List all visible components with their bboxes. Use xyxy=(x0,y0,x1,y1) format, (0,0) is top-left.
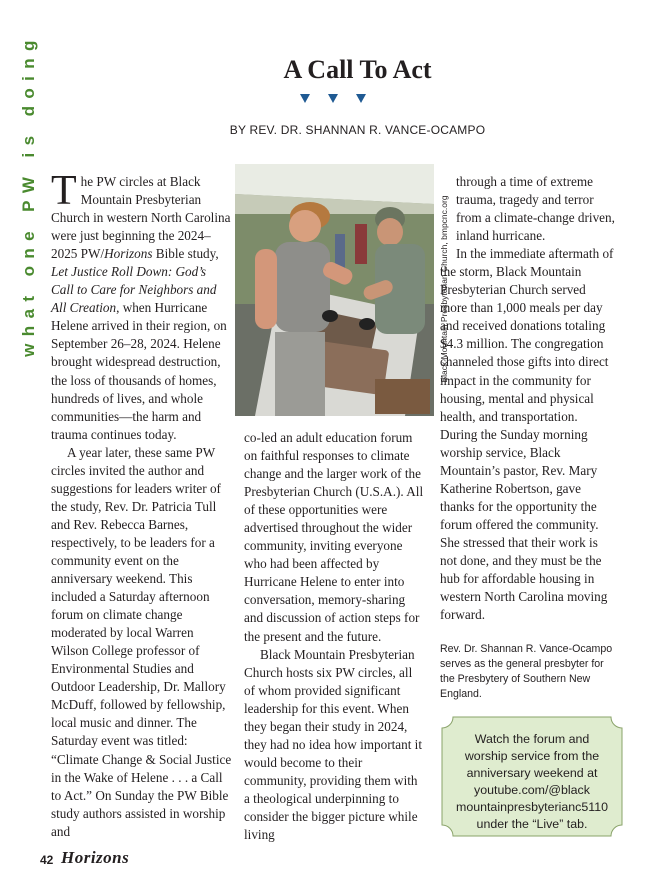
paragraph-6: In the immediate aftermath of the storm, Black Mountain Presbyterian Church served more than 1,000 meals per day and received donations totaling $4.3 million. The congregation channeled those gifts into direct impact in the community for housing, mental and physical health, and transportation. During the Sunday morning worship service, Black Mountain’s pastor, Rev. Mary Katherine Robertson, gave thanks for the opportunity the forum offered the community. She stressed that their work is not done, and they must be the hub for affordable housing in western North Carolina moving forward. xyxy=(440,246,614,623)
callout-box xyxy=(441,716,623,837)
column-3 xyxy=(440,173,615,624)
column-2 xyxy=(244,429,426,844)
article-title: A Call To Act xyxy=(283,55,432,84)
horizons-logo: Horizons xyxy=(61,848,130,867)
author-bio: Rev. Dr. Shannan R. Vance-Ocampo serves as the general presbyter for the Presbytery of Southern New England. xyxy=(440,643,613,700)
photo-credit-text: Black Mountain Presbyterian Church, bmpcnc.org xyxy=(439,195,449,383)
callout-line: anniversary weekend at xyxy=(466,766,598,780)
triangle-ornament-icon xyxy=(328,94,338,103)
paragraph-3: co-led an adult education forum on faithful responses to climate change and the larger work of the Presbyterian Church (U.S.A.). All of these opportunities were advertised throughout the wider community, inviting everyone who had been affected by Hurricane Helene to enter into conversation, memory-sharing and discussion of action steps for the present and the future. xyxy=(244,430,424,644)
callout-text xyxy=(441,731,623,833)
paragraph-2: A year later, these same PW circles invited the author and suggestions for leaders writer of the study, Rev. Dr. Patricia Tull and Rev. Rebecca Barnes, respectively, to be leaders for a community event on the anniversary weekend. This included a Saturday afternoon forum on climate change moderated by local Warren Wilson College professor of Environmental Studies and Outdoor Leadership, Dr. Mallory McDuff, followed by fellowship, local music and dinner. The Saturday event was titled: “Climate Change & Social Justice in the Wake of Helene . . . a Call to Act.” On Sunday the PW Bible study authors assisted in worship and xyxy=(51,444,232,839)
callout-link[interactable]: youtube.com/@black xyxy=(474,783,590,797)
paragraph-1: The PW circles at Black Mountain Presbyterian Church in western North Carolina were just beginning the 2024–2025 PW/Horizons Bible study, Let Justice Roll Down: God’s Call to Care for Neighbors and All Creation, when Hurricane Helene arrived in their region, on September 26–28, 2024. Helene brought widespread destruction, the loss of thousands of homes, hundreds of lives, and whole communities—the harm and trauma continues today. xyxy=(51,168,231,442)
title-ornament xyxy=(300,94,366,106)
callout-line: Watch the forum and xyxy=(474,732,590,746)
photo-volunteers-serving-food xyxy=(235,164,434,416)
drop-cap: T xyxy=(51,168,77,214)
section-label xyxy=(18,30,40,360)
callout-line: under the “Live” tab. xyxy=(476,817,588,831)
triangle-ornament-icon xyxy=(356,94,366,103)
column-1 xyxy=(51,168,232,841)
callout-line: worship service from the xyxy=(464,749,600,763)
triangle-ornament-icon xyxy=(300,94,310,103)
callout-link[interactable]: mountainpresbyterianc5110 xyxy=(456,800,608,814)
article-photo xyxy=(235,164,434,416)
paragraph-5: through a time of extreme trauma, tragedy and terror from a climate-change driven, inland hurricane. xyxy=(456,174,615,244)
page-number: 42 xyxy=(40,853,54,867)
paragraph-4: Black Mountain Presbyterian Church hosts six PW circles, all of whom provided significant leadership for this event. When they began their study in 2024, they had no idea how important it would become to their community, providing them with a theological underpinning to consider the bigger picture while living xyxy=(244,646,422,843)
section-label-text: what one PW is doing xyxy=(19,33,38,357)
byline: BY REV. DR. SHANNAN R. VANCE-OCAMPO xyxy=(229,123,486,137)
